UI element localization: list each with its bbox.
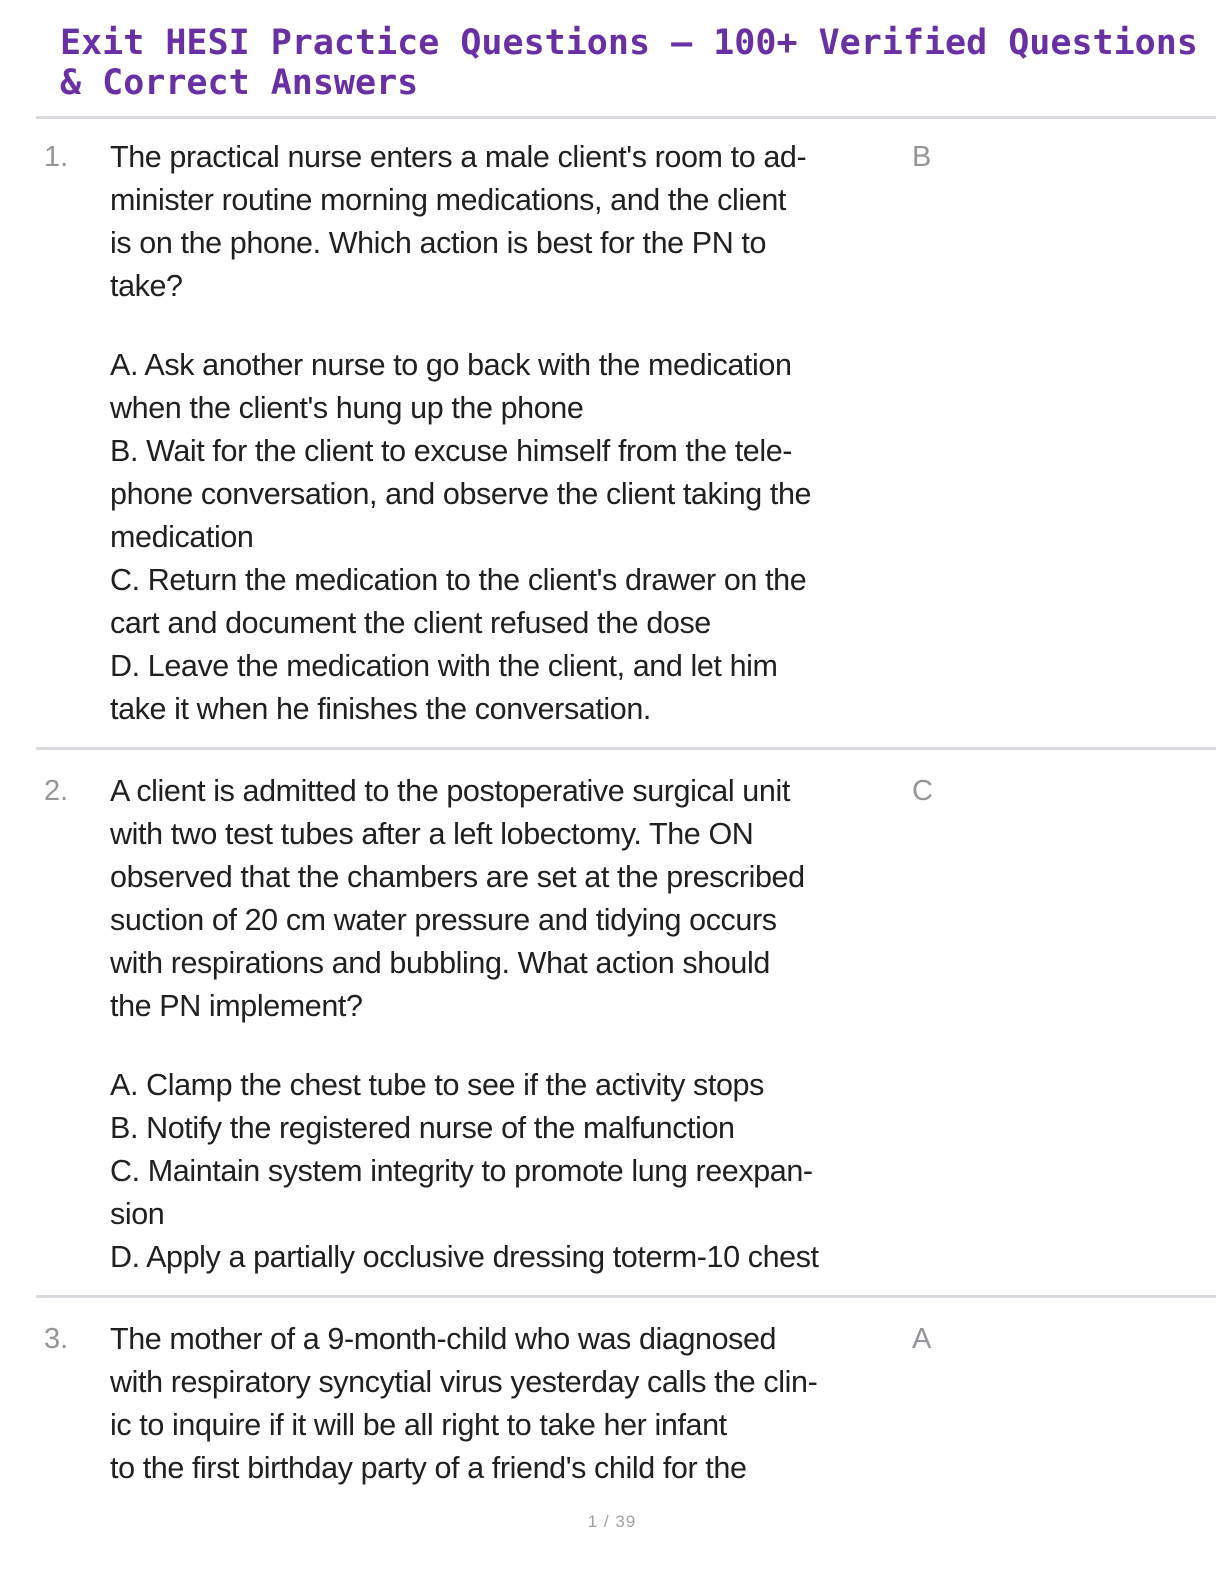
- option-text-line: cart and document the client refused the dose: [110, 606, 711, 640]
- option-text-line: A. Clamp the chest tube to see if the activity stops: [110, 1068, 764, 1102]
- title-divider: [36, 116, 1216, 119]
- option-text-line: C. Maintain system integrity to promote lung reexpan-: [110, 1154, 813, 1188]
- option-text-line: sion: [110, 1197, 165, 1231]
- question-text-line: with respiratory syncytial virus yesterday calls the clin-: [110, 1365, 818, 1399]
- question-text-line: observed that the chambers are set at the prescribed: [110, 860, 805, 894]
- question-text-line: with two test tubes after a left lobectomy. The ON: [110, 817, 754, 851]
- page-title-line: Exit HESI Practice Questions – 100+ Verified Questions: [60, 23, 1198, 63]
- question-text-line: A client is admitted to the postoperative surgical unit: [110, 774, 790, 808]
- option-text-line: medication: [110, 520, 254, 554]
- question-text-line: take?: [110, 269, 183, 303]
- page-number: 1 / 39: [587, 1512, 637, 1531]
- question-number: 3.: [44, 1323, 69, 1355]
- question-text-line: the PN implement?: [110, 989, 363, 1023]
- page-title: [0, 0, 1224, 103]
- option-text-line: take it when he finishes the conversation.: [110, 692, 652, 726]
- question-body: [110, 1318, 910, 1490]
- question-body: [110, 136, 910, 731]
- question-block: [0, 136, 1224, 731]
- answer-options: [110, 344, 910, 731]
- questions-list: [0, 136, 1224, 1490]
- correct-answer-letter: A: [912, 1323, 932, 1355]
- question-text-line: suction of 20 cm water pressure and tidying occurs: [110, 903, 777, 937]
- question-text-line: The mother of a 9-month-child who was diagnosed: [110, 1322, 777, 1356]
- question-text-line: to the first birthday party of a friend's child for the: [110, 1451, 747, 1485]
- question-block: [0, 770, 1224, 1279]
- question-text-line: The practical nurse enters a male client's room to ad-: [110, 140, 807, 174]
- question-text-line: minister routine morning medications, and the client: [110, 183, 786, 217]
- option-text-line: B. Wait for the client to excuse himself from the tele-: [110, 434, 793, 468]
- option-text-line: C. Return the medication to the client's drawer on the: [110, 563, 807, 597]
- page-title-line: & Correct Answers: [60, 63, 419, 103]
- answer-options: [110, 1064, 910, 1279]
- question-text-line: with respirations and bubbling. What action should: [110, 946, 770, 980]
- question-number: 1.: [44, 141, 69, 173]
- correct-answer-letter: C: [912, 775, 933, 807]
- question-block: [0, 1318, 1224, 1490]
- correct-answer-letter: B: [912, 141, 932, 173]
- question-text: [110, 136, 910, 308]
- option-text-line: when the client's hung up the phone: [110, 391, 584, 425]
- option-text-line: phone conversation, and observe the client taking the: [110, 477, 812, 511]
- question-body: [110, 770, 910, 1279]
- option-text-line: A. Ask another nurse to go back with the medication: [110, 348, 792, 382]
- question-text-line: is on the phone. Which action is best for the PN to: [110, 226, 767, 260]
- option-text-line: D. Apply a partially occlusive dressing toterm-10 chest: [110, 1240, 819, 1274]
- question-text: [110, 1318, 910, 1490]
- question-divider: [36, 1295, 1216, 1298]
- question-text: [110, 770, 910, 1028]
- option-text-line: B. Notify the registered nurse of the malfunction: [110, 1111, 735, 1145]
- question-divider: [36, 747, 1216, 750]
- question-text-line: ic to inquire if it will be all right to take her infant: [110, 1408, 727, 1442]
- question-number: 2.: [44, 775, 69, 807]
- option-text-line: D. Leave the medication with the client, and let him: [110, 649, 778, 683]
